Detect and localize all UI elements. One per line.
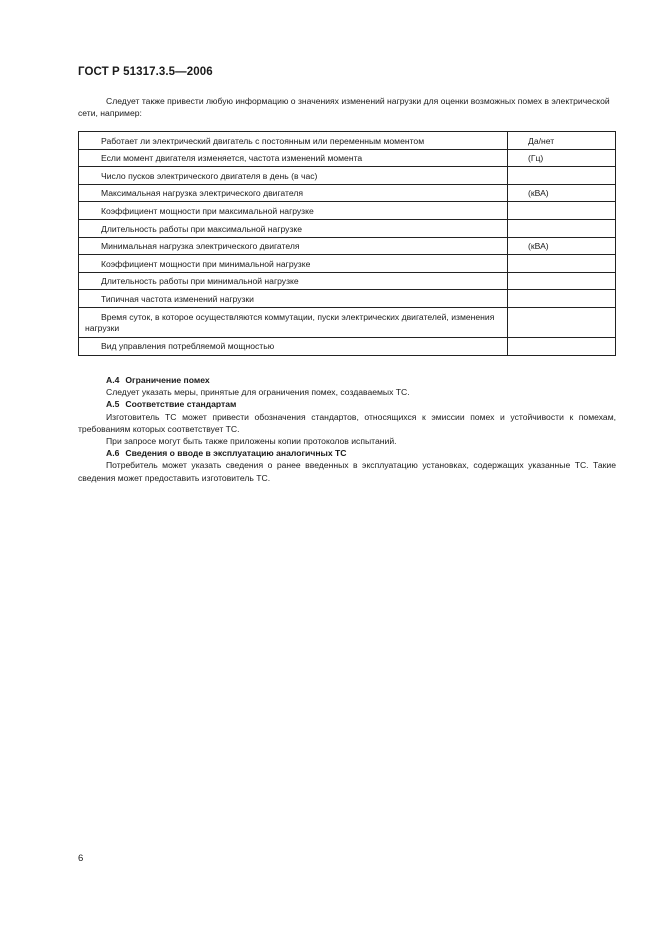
table-row <box>79 167 616 185</box>
section-paragraph: Изготовитель ТС может привести обозначения стандартов, относящихся к эмиссии помех и устойчивости к помехам, требованиям которых соответствует ТС. <box>78 411 616 434</box>
table-row <box>79 337 616 355</box>
table-cell-parameter: Минимальная нагрузка электрического двигателя <box>79 237 508 255</box>
section-number: А.5 <box>106 399 120 410</box>
table-cell-unit: (кВА) <box>508 237 616 255</box>
table-cell-parameter: Коэффициент мощности при максимальной нагрузке <box>79 202 508 220</box>
section-heading-a4 <box>78 374 616 386</box>
section-title: Сведения о вводе в эксплуатацию аналогичных ТС <box>125 448 347 459</box>
page-number: 6 <box>78 853 84 864</box>
table-cell-unit <box>508 337 616 355</box>
table-cell-unit <box>508 272 616 290</box>
table-row <box>79 272 616 290</box>
table-cell-parameter: Число пусков электрического двигателя в день (в час) <box>79 167 508 185</box>
section-paragraph: При запросе могут быть также приложены копии протоколов испытаний. <box>106 436 397 447</box>
table-cell-unit: (Гц) <box>508 149 616 167</box>
table-cell-parameter: Типичная частота изменений нагрузки <box>79 290 508 308</box>
section-title: Соответствие стандартам <box>125 399 237 410</box>
table-cell-unit: (кВА) <box>508 184 616 202</box>
document-title: ГОСТ Р 51317.3.5—2006 <box>78 66 213 78</box>
table-row <box>79 149 616 167</box>
table-cell-unit: Да/нет <box>508 132 616 150</box>
load-info-table <box>78 131 616 356</box>
table-cell-parameter: Время суток, в которое осуществляются коммутации, пуски электрических двигателей, изменения нагрузки <box>79 307 508 337</box>
table-cell-parameter: Коэффициент мощности при минимальной нагрузке <box>79 255 508 273</box>
section-heading-a5 <box>78 398 616 410</box>
section-title: Ограничение помех <box>125 375 210 385</box>
table-cell-unit <box>508 219 616 237</box>
table-cell-parameter: Вид управления потребляемой мощностью <box>79 337 508 355</box>
section-number: А.6 <box>106 448 120 459</box>
table-row <box>79 219 616 237</box>
section-number: А.4 <box>106 375 120 385</box>
table-cell-unit <box>508 167 616 185</box>
section-heading-a6 <box>78 447 616 459</box>
table-row <box>79 184 616 202</box>
intro-paragraph: Следует также привести любую информацию о значениях изменений нагрузки для оценки возможных помех в электрической сети, например: <box>78 96 610 118</box>
table-row <box>79 132 616 150</box>
appendix-sections <box>78 374 616 484</box>
table-row <box>79 237 616 255</box>
table-cell-parameter: Работает ли электрический двигатель с постоянным или переменным моментом <box>79 132 508 150</box>
section-paragraph: Следует указать меры, принятые для ограничения помех, создаваемых ТС. <box>106 387 410 398</box>
section-paragraph: Потребитель может указать сведения о ранее введенных в эксплуатацию установках, содержащих указанные ТС. Такие сведения может предоставить изготовитель ТС. <box>78 460 616 483</box>
table-cell-unit <box>508 307 616 337</box>
table-cell-parameter: Длительность работы при минимальной нагрузке <box>79 272 508 290</box>
table-row <box>79 290 616 308</box>
table-row <box>79 255 616 273</box>
table-cell-unit <box>508 202 616 220</box>
table-cell-unit <box>508 255 616 273</box>
table-cell-parameter: Если момент двигателя изменяется, частота изменений момента <box>79 149 508 167</box>
table-cell-unit <box>508 290 616 308</box>
table-row <box>79 307 616 337</box>
table-row <box>79 202 616 220</box>
table-cell-parameter: Максимальная нагрузка электрического двигателя <box>79 184 508 202</box>
table-cell-parameter: Длительность работы при максимальной нагрузке <box>79 219 508 237</box>
